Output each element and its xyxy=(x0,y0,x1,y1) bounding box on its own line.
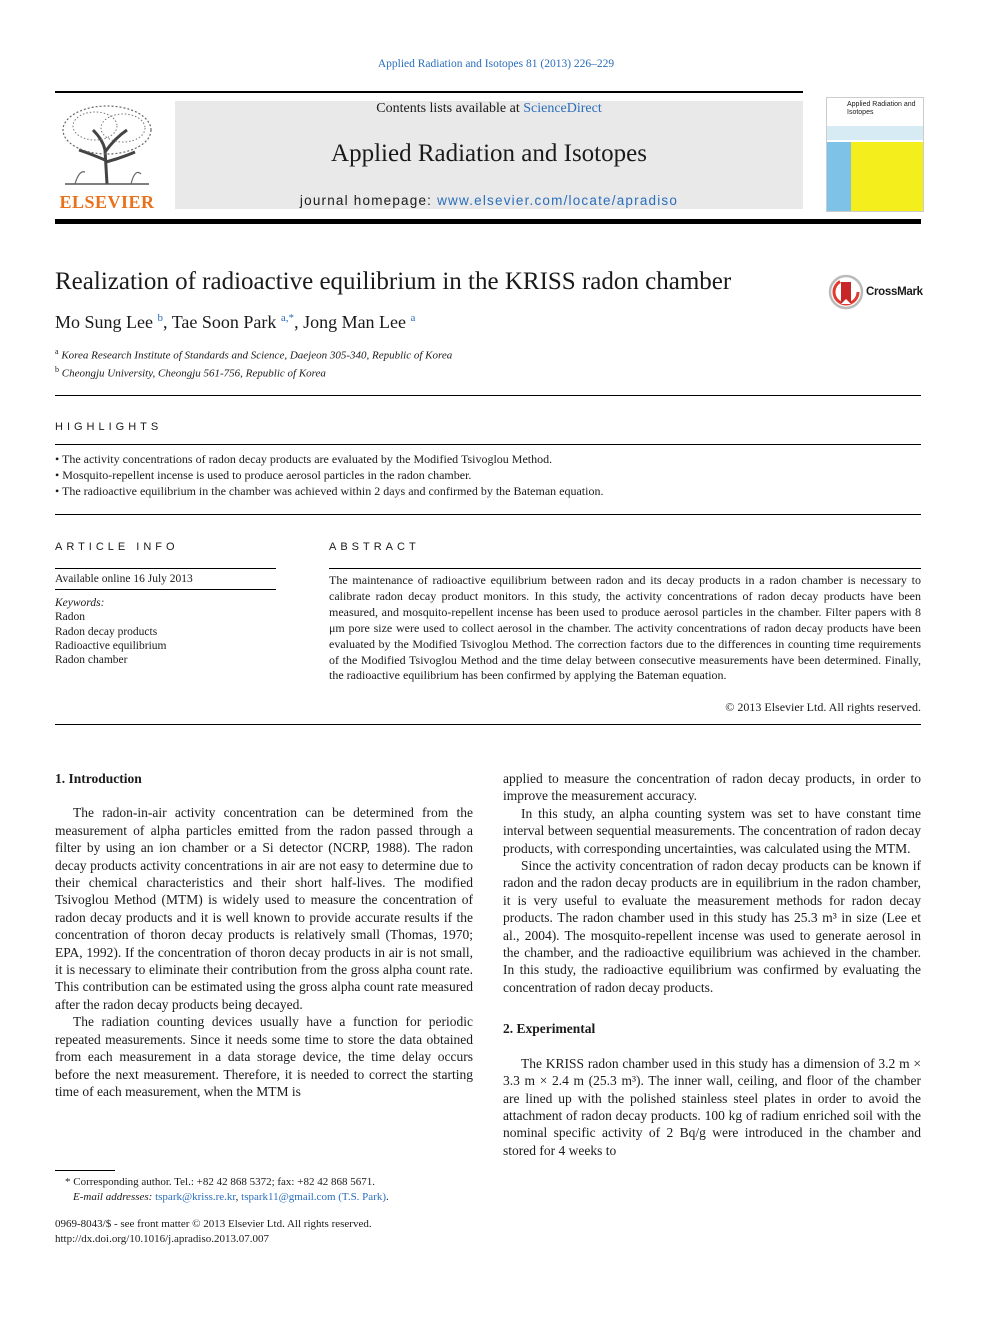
corresponding-author-footnote xyxy=(55,1175,389,1204)
article-info-heading: ARTICLE INFO xyxy=(55,541,179,553)
email-link[interactable]: tspark@kriss.re.kr xyxy=(155,1190,236,1203)
email-label: E-mail addresses: xyxy=(73,1190,156,1203)
highlight-item: • The radioactive equilibrium in the chamber was achieved within 2 days and confirmed by the Bateman equation. xyxy=(55,484,604,498)
body-paragraph: applied to measure the concentration of radon decay products, in order to improve the measurement accuracy. xyxy=(503,771,921,804)
keywords-block xyxy=(55,596,166,667)
issn-line: 0969-8043/$ - see front matter © 2013 Elsevier Ltd. All rights reserved. xyxy=(55,1218,372,1230)
abstract-heading: ABSTRACT xyxy=(329,541,420,553)
affiliation-line xyxy=(55,363,452,381)
email-line xyxy=(55,1190,389,1205)
keyword: Radon chamber xyxy=(55,654,128,667)
section-rule xyxy=(329,568,921,569)
abstract-copyright: © 2013 Elsevier Ltd. All rights reserved. xyxy=(725,700,921,714)
section-rule xyxy=(55,395,921,396)
section-rule xyxy=(55,568,276,569)
affiliation-line xyxy=(55,345,452,363)
doi-link[interactable]: http://dx.doi.org/10.1016/j.apradiso.2013.07.007 xyxy=(55,1232,269,1245)
body-right-column xyxy=(503,770,921,1159)
section-heading-introduction: 1. Introduction xyxy=(55,771,142,786)
email-link[interactable]: tspark11@gmail.com (T.S. Park) xyxy=(241,1190,387,1203)
highlight-item: • Mosquito-repellent incense is used to produce aerosol particles in the radon chamber. xyxy=(55,468,472,482)
article-title: Realization of radioactive equilibrium in the KRISS radon chamber xyxy=(55,268,732,295)
affiliation-text: Korea Research Institute of Standards and Science, Daejeon 305-340, Republic of Korea xyxy=(61,349,453,362)
available-online-date: Available online 16 July 2013 xyxy=(55,573,193,585)
body-left-column xyxy=(55,770,473,1100)
cover-band xyxy=(827,126,923,140)
cover-blue-panel xyxy=(827,142,851,211)
body-paragraph: The radon-in-air activity concentration can be determined from the measurement of alpha particles emitted from the radon passed through a filter by using an ion chamber or a Si detector (NCRP, 1988). The radon decay products activity concentrations in air are not easy to determine due to their chemical characteristics and their short half-lives. The modified Tsivoglou Method (MTM) is widely used to measure the concentration of radon decay products and it is well known to provide accurate results if the concentration of thoron decay products is relatively small (Thomas, 1970; EPA, 1992). If the concentration of thoron decay products in air is not small, it is necessary to eliminate their contribution from the gross alpha count rate. This contribution can be estimated using the gross alpha count rate measured after the radon decay products being decayed. xyxy=(55,805,473,1012)
affiliation-text: Cheongju University, Cheongju 561-756, Republic of Korea xyxy=(61,367,326,380)
journal-title: Applied Radiation and Isotopes xyxy=(331,140,647,167)
highlight-item: • The activity concentrations of radon decay products are evaluated by the Modified Tsivoglou Method. xyxy=(55,452,553,466)
section-rule xyxy=(55,514,921,515)
cover-title: Applied Radiation and Isotopes xyxy=(847,101,916,116)
body-paragraph: The radiation counting devices usually have a function for periodic repeated measurements. Since it needs some time to store the data obtained from each measurement in a data storage device, the time delay occurs before the next measurement. Therefore, it is needed to correct the starting time of each measurement, when the MTM is xyxy=(55,1014,473,1099)
author-name: Tae Soon Park xyxy=(171,312,277,332)
affiliation-mark: a xyxy=(55,347,59,356)
journal-cover-thumbnail[interactable] xyxy=(826,97,924,212)
highlights-list xyxy=(55,451,603,499)
author-affiliation-mark[interactable]: b xyxy=(157,312,163,324)
email-separator: , xyxy=(235,1190,242,1203)
front-matter xyxy=(55,1217,372,1246)
body-paragraph: The KRISS radon chamber used in this study has a dimension of 3.2 m × 3.3 m × 2.4 m (25.3 m³). The inner wall, ceiling, and floor of the chamber are lined up with the polished stainless steel plates in order to avoid the attachment of radon decay products. 100 kg of radium enriched soil with the nominal specific activity of 2 Bq/g were introduced in the chamber and stored for 4 weeks to xyxy=(503,1055,921,1158)
highlights-heading: HIGHLIGHTS xyxy=(55,421,163,433)
keyword: Radon xyxy=(55,611,86,624)
section-rule xyxy=(55,444,921,445)
keyword: Radon decay products xyxy=(55,625,158,638)
elsevier-wordmark: ELSEVIER xyxy=(59,192,155,212)
email-end: . xyxy=(386,1190,389,1203)
author-list: Mo Sung Lee $^b$, Tae Soon Park $^{a,*}$, Jong Man Lee $^a$ xyxy=(55,312,416,332)
contents-prefix: Contents lists available at xyxy=(376,101,524,116)
affiliation-mark: b xyxy=(55,364,59,374)
corresponding-author-line: * Corresponding author. Tel.: +82 42 868 5372; fax: +82 42 868 5671. xyxy=(65,1176,375,1188)
homepage-link[interactable]: www.elsevier.com/locate/apradiso xyxy=(437,193,679,208)
sciencedirect-link[interactable]: ScienceDirect xyxy=(523,101,602,116)
homepage-prefix: journal homepage: xyxy=(299,193,438,208)
keywords-label: Keywords: xyxy=(55,597,105,609)
footnote-rule xyxy=(55,1170,115,1171)
author-affiliation-mark[interactable]: a xyxy=(410,312,416,324)
abstract-text: The maintenance of radioactive equilibrium between radon and its decay products in a radon chamber is necessary to calibrate radon decay product monitors. In this study, the activity concentrations of radon decay products have been measured, and mosquito-repellent incense has been used to produce aerosol particles in the chamber. Filter papers with 8 μm pore size were used to collect aerosol in the chamber. The activity concentrations of radon decay products have been evaluated by the Modified Tsivoglou Method. The correction factors due to the differences in counting time requirements of the Modified Tsivoglou Method and the time delay between consecutive measurements have been determined. Finally, the radioactive equilibrium has been confirmed by applying the Bateman equation. xyxy=(329,573,921,683)
affiliations xyxy=(55,345,452,380)
author-affiliation-mark[interactable]: a,* xyxy=(280,312,295,324)
crossmark-label[interactable]: CrossMark xyxy=(866,286,923,298)
section-rule xyxy=(55,724,921,725)
section-rule xyxy=(55,589,276,590)
author-name: Mo Sung Lee xyxy=(55,312,153,332)
body-paragraph: Since the activity concentration of radon decay products can be known if radon and the radon decay products are in equilibrium in the radon chamber, it is very useful to evaluate the measurement methods for radon decay products. The radon chamber used in this study has 25.3 m³ in size (Lee et al., 2004). The mosquito-repellent incense was used to generate aerosol in the chamber, and the radioactive equilibrium was achieved in the chamber. In this study, the radioactive equilibrium was confirmed by evaluating the concentration of radon decay products. xyxy=(503,858,921,995)
keyword: Radioactive equilibrium xyxy=(55,639,167,652)
body-paragraph: In this study, an alpha counting system was set to have constant time interval between sequential measurements. The concentration of radon decay products, with corresponding uncertainties, was calculated using the MTM. xyxy=(503,805,921,856)
masthead-top-rule xyxy=(55,91,803,93)
header-rule xyxy=(55,219,921,224)
contents-line xyxy=(175,101,803,117)
cover-yellow-panel xyxy=(851,142,923,211)
section-heading-experimental: 2. Experimental xyxy=(503,1021,596,1037)
journal-homepage-line xyxy=(175,193,803,208)
crossmark-icon[interactable] xyxy=(828,274,864,310)
author-name: Jong Man Lee xyxy=(303,312,407,332)
journal-citation[interactable]: Applied Radiation and Isotopes 81 (2013) 226–229 xyxy=(377,58,615,70)
